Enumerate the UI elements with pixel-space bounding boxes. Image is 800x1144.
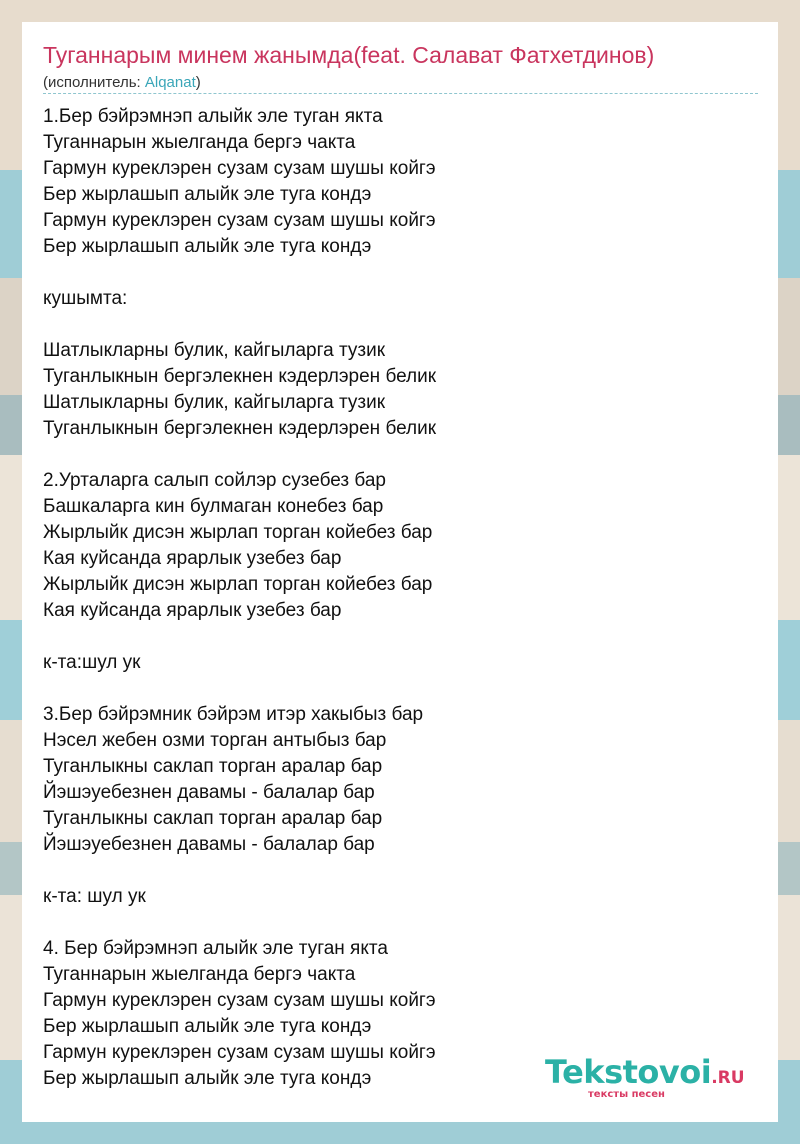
artist-line: [43, 74, 201, 91]
site-logo: [545, 1053, 745, 1091]
logo-tagline: тексты песен: [588, 1089, 665, 1100]
lyric-line: 2.Урталарга салып сойлэр сузебез бар: [43, 470, 386, 491]
lyric-line: Туганлыкны саклап торган аралар бар: [43, 808, 383, 829]
lyric-line: [43, 676, 743, 702]
lyric-line: Кая куйсанда яраpлык узебез бар: [43, 548, 342, 569]
lyric-line: к-та: шул ук: [43, 886, 146, 907]
artist-link[interactable]: Alqanat: [144, 74, 196, 91]
lyrics-body: [43, 104, 743, 1092]
lyric-line: Шатлыкларны булик, кайгыларга тузик: [43, 392, 386, 413]
lyric-line: Туганлыкны саклап торган аралар бар: [43, 756, 383, 777]
lyric-line: [43, 858, 743, 884]
lyric-line: 1.Бер бэйрэмнэп алыйк эле туган якта: [43, 106, 383, 127]
lyric-line: [43, 260, 743, 286]
lyric-line: Жырлыйк дисэн жырлап торган койебез бар: [43, 522, 433, 543]
lyric-line: Нэсел жебен озми торган антыбыз бар: [43, 730, 387, 751]
lyric-line: к-та:шул ук: [43, 652, 141, 673]
lyric-line: [43, 910, 743, 936]
artist-suffix: ): [195, 74, 201, 91]
lyric-line: Туганлыкнын бергэлекнен кэдерлэрен белик: [43, 418, 437, 439]
lyric-line: [43, 442, 743, 468]
lyric-line: Шатлыкларны булик, кайгыларга тузик: [43, 340, 386, 361]
lyric-line: Бер жырлашып алыйк эле туга кондэ: [43, 1016, 372, 1037]
logo-name: Tekstovoi: [545, 1053, 712, 1091]
lyric-line: кушымта:: [43, 288, 128, 309]
lyric-line: Бер жырлашып алыйк эле туга кондэ: [43, 184, 372, 205]
lyric-line: [43, 312, 743, 338]
lyric-line: Гармун куреклэрен сузам сузам шушы койгэ: [43, 210, 436, 231]
lyric-line: 3.Бер бэйрэмник бэйрэм итэр хакыбыз бар: [43, 704, 424, 725]
lyric-line: [43, 624, 743, 650]
lyric-line: Башкаларга кин булмаган конебез бар: [43, 496, 384, 517]
lyric-line: Жырлыйк дисэн жырлап торган койебез бар: [43, 574, 433, 595]
lyric-line: Туганнарын жыелганда бергэ чакта: [43, 132, 356, 153]
lyric-line: 4. Бер бэйрэмнэп алыйк эле туган якта: [43, 938, 388, 959]
lyric-line: Бер жырлашып алыйк эле туга кондэ: [43, 1068, 372, 1089]
artist-prefix: (исполнитель:: [43, 74, 145, 91]
lyrics-sheet: [22, 22, 778, 1122]
lyric-line: Йэшэуебезнен давамы - балалар бар: [43, 782, 375, 803]
lyric-line: Туганнарын жыелганда бергэ чакта: [43, 964, 356, 985]
lyric-line: Кая куйсанда яраpлык узебез бар: [43, 600, 342, 621]
lyric-line: Гармун куреклэрен сузам сузам шушы койгэ: [43, 1042, 436, 1063]
lyric-line: Бер жырлашып алыйк эле туга кондэ: [43, 236, 372, 257]
logo-tld: .RU: [711, 1068, 745, 1088]
lyric-line: Гармун куреклэрен сузам сузам шушы койгэ: [43, 990, 436, 1011]
song-title: Туганнарым минем жанымда(feat. Салават Фатхетдинов): [43, 42, 655, 68]
lyric-line: Гармун куреклэрен сузам сузам шушы койгэ: [43, 158, 436, 179]
lyric-line: Йэшэуебезнен давамы - балалар бар: [43, 834, 375, 855]
dashed-divider: [43, 93, 758, 94]
lyric-line: Туганлыкнын бергэлекнен кэдерлэрен белик: [43, 366, 437, 387]
